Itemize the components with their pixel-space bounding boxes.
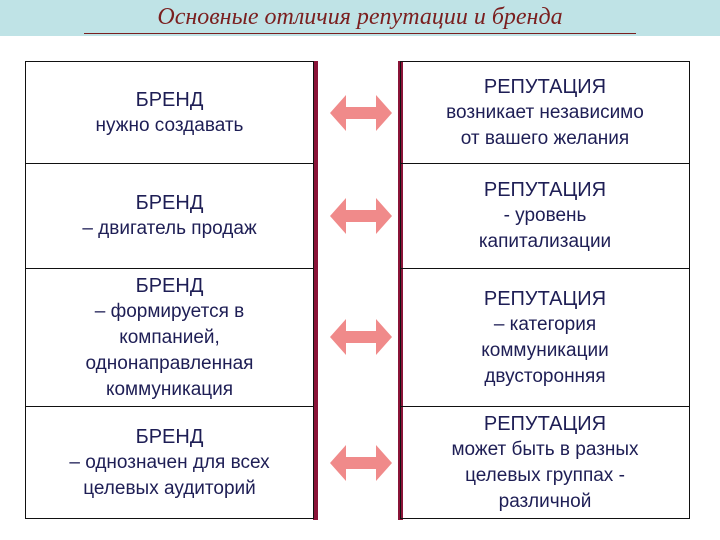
brand-cell-3: [25, 268, 314, 407]
reputation-text: может быть в разных целевых группах - различной: [451, 438, 639, 512]
reputation-text: – категория коммуникации двусторонняя: [481, 313, 609, 387]
reputation-cell-3: [400, 268, 690, 407]
brand-text: нужно создавать: [95, 114, 244, 136]
double-arrow-icon: [330, 196, 392, 236]
double-arrow-icon: [330, 443, 392, 483]
brand-text: – двигатель продаж: [82, 218, 257, 239]
brand-text: – формируется в компанией, однонаправленная коммуникация: [85, 300, 254, 400]
reputation-heading: РЕПУТАЦИЯ: [483, 75, 607, 98]
double-arrow-icon: [330, 93, 392, 133]
brand-heading: БРЕНД: [135, 192, 204, 214]
double-arrow-icon: [330, 317, 392, 357]
reputation-heading: РЕПУТАЦИЯ: [483, 287, 607, 310]
brand-heading: БРЕНД: [135, 88, 204, 111]
reputation-text: - уровень капитализации: [478, 205, 612, 252]
reputation-cell-2: [400, 163, 690, 269]
reputation-cell-1: [400, 61, 690, 164]
page-title: Основные отличия репутации и бренда: [157, 4, 563, 30]
title-underline: [84, 33, 636, 34]
reputation-heading: РЕПУТАЦИЯ: [483, 412, 607, 435]
reputation-cell-4: [400, 406, 690, 519]
brand-heading: БРЕНД: [135, 425, 204, 448]
brand-cell-4: [25, 406, 314, 519]
brand-cell-1: [25, 61, 314, 164]
brand-heading: БРЕНД: [135, 274, 204, 297]
reputation-heading: РЕПУТАЦИЯ: [483, 179, 607, 201]
brand-text: – однозначен для всех целевых аудиторий: [69, 451, 270, 499]
reputation-text: возникает независимо от вашего желания: [446, 101, 644, 149]
brand-cell-2: [25, 163, 314, 269]
